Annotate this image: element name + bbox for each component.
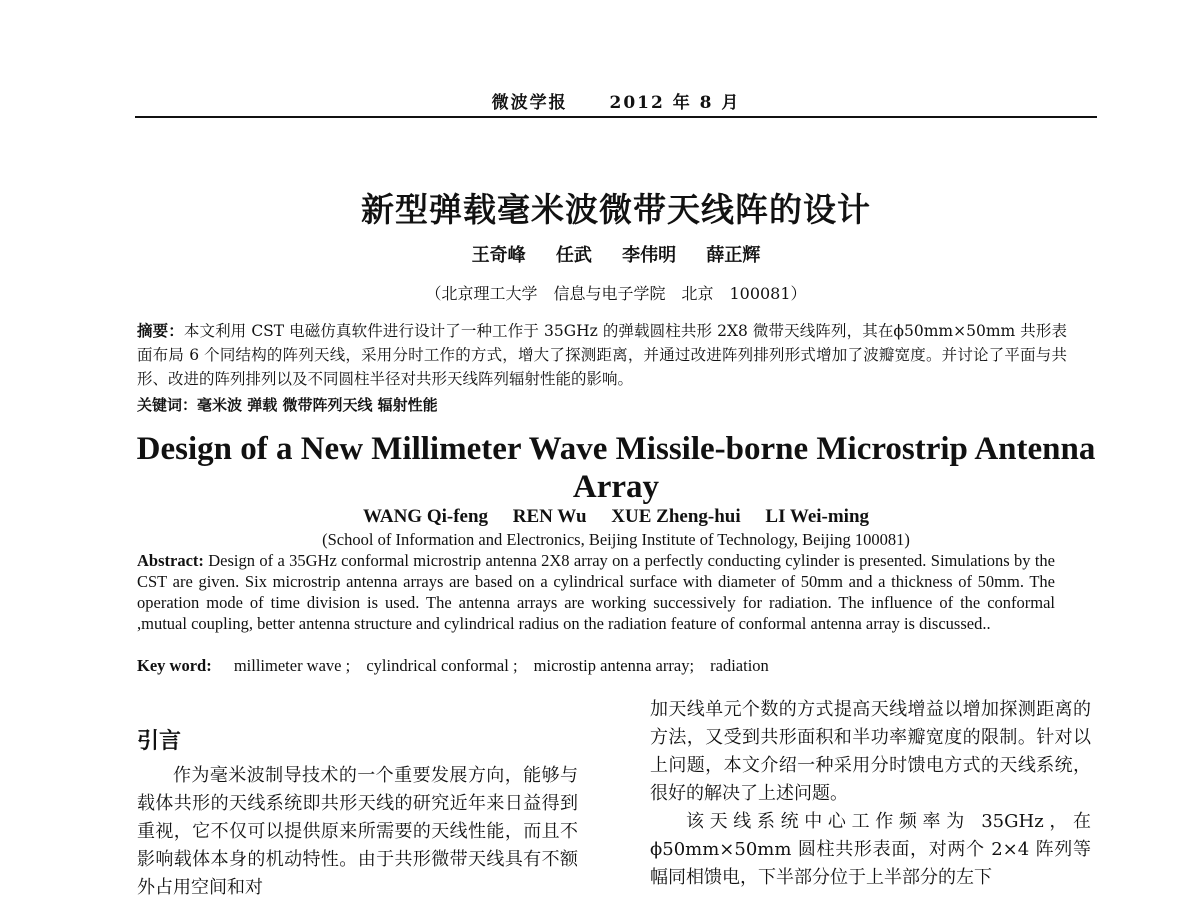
author-name: 李伟明 — [622, 245, 677, 266]
chinese-authors — [135, 241, 1097, 267]
english-keywords-label: Key word: — [137, 656, 212, 675]
author-name: REN Wu — [512, 506, 587, 527]
chinese-abstract-label: 摘要： — [137, 321, 184, 340]
body-paragraph: 作为毫米波制导技术的一个重要发展方向，能够与载体共形的天线系统即共形天线的研究近年来日益得到重视，它不仅可以提供原来所需要的天线性能，而且不影响载体本身的机动特性。由于共形微带天线具有不额外占用空间和对 — [137, 765, 578, 898]
author-name: 任武 — [555, 245, 592, 266]
english-abstract — [137, 550, 1055, 634]
english-abstract-text: Design of a 35GHz conformal microstrip antenna 2X8 array on a perfectly conducting cylinder is presented. Simulations by the CST are given. Six microstrip antenna arrays are based on a cylindrical surface with diameter of 50mm and a thickness of 50mm. The operation mode of time division is used. The antenna arrays are working successively for radiation. The influence of the conformal ,mutual coupling, better antenna structure and cylindrical radius on the radiation feature of conformal antenna array is discussed.. — [137, 551, 1055, 633]
author-name: LI Wei-ming — [765, 506, 870, 527]
keyword: cylindrical conformal ; — [366, 656, 518, 675]
section-heading-introduction: 引言 — [137, 729, 182, 754]
chinese-abstract-text: 本文利用 CST 电磁仿真软件进行设计了一种工作于 35GHz 的弹载圆柱共形 2X8 微带天线阵列，其在ϕ50mm×50mm 共形表面布局 6 个同结构的阵列天线，采用分时工作的方式，增大了探测距离，并通过改进阵列排列形式增加了波瓣宽度。并讨论了平面与共形、改进的阵列排列以及不同圆柱半径对共形天线阵列辐射性能的影响。 — [137, 322, 1067, 388]
english-affiliation: (School of Information and Electronics, Beijing Institute of Technology, Beijing 100081) — [322, 530, 910, 549]
body-column-right — [650, 696, 1091, 892]
chinese-title: 新型弹载毫米波微带天线阵的设计 — [361, 190, 871, 229]
chinese-abstract — [137, 319, 1067, 391]
journal-name: 微波学报 — [491, 93, 568, 113]
author-name: 王奇峰 — [471, 245, 526, 266]
running-header — [135, 88, 1097, 113]
keyword: radiation — [710, 656, 769, 675]
author-name: 薛正辉 — [706, 245, 761, 266]
english-title: Design of a New Millimeter Wave Missile-borne Microstrip Antenna Array — [136, 431, 1096, 505]
issue-date: 2012 年 8 月 — [609, 93, 741, 113]
keyword: millimeter wave ; — [233, 656, 351, 675]
english-abstract-label: Abstract: — [137, 551, 204, 570]
english-keywords — [137, 656, 1055, 676]
body-paragraph: 该天线系统中心工作频率为 35GHz，在ϕ50mm×50mm 圆柱共形表面，对两个 2×4 阵列等幅同相馈电，下半部分位于上半部分的左下 — [650, 811, 1091, 888]
english-authors — [135, 506, 1097, 528]
chinese-affiliation: （北京理工大学 信息与电子学院 北京 100081） — [425, 284, 807, 303]
chinese-keywords: 关键词：毫米波 弹载 微带阵列天线 辐射性能 — [137, 396, 438, 414]
author-name: XUE Zheng-hui — [611, 506, 741, 527]
header-rule — [135, 116, 1097, 118]
body-column-left — [137, 762, 578, 902]
body-paragraph: 加天线单元个数的方式提高天线增益以增加探测距离的方法，又受到共形面积和半功率瓣宽度的限制。针对以上问题，本文介绍一种采用分时馈电方式的天线系统，很好的解决了上述问题。 — [650, 699, 1091, 804]
author-name: WANG Qi-feng — [362, 506, 489, 527]
keyword: microstip antenna array; — [533, 656, 695, 675]
